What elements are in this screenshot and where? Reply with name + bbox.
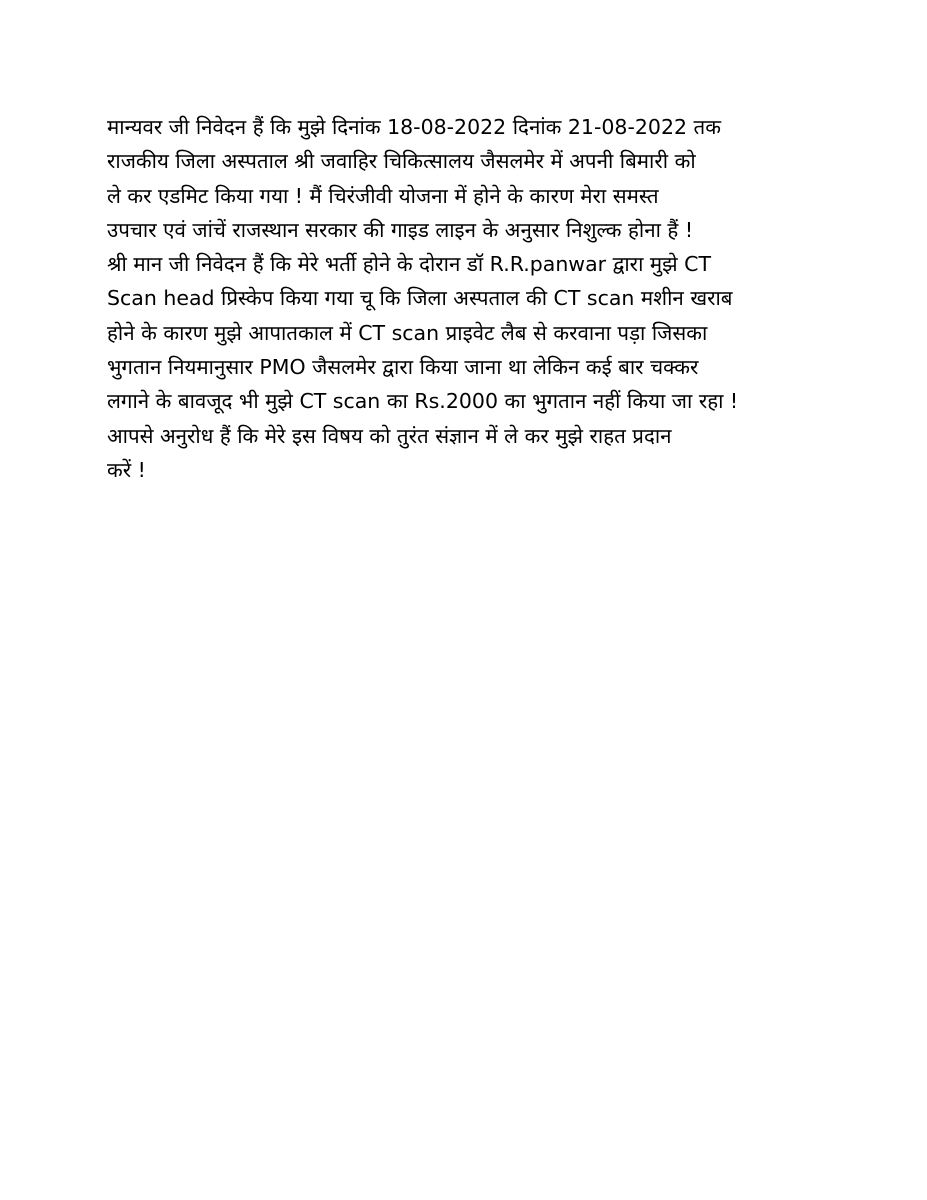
letter-line-11: करें ! [107, 457, 146, 482]
letter-line-7: होने के कारण मुझे आपातकाल में CT scan प्राइवेट लैब से करवाना पड़ा जिसका [107, 320, 708, 345]
letter-line-5: श्री मान जी निवेदन हैं कि मेरे भर्ती होने के दोरान डॉ R.R.panwar द्वारा मुझे CT [107, 252, 711, 277]
letter-line-2: राजकीय जिला अस्पताल श्री जवाहिर चिकित्सालय जैसलमेर में अपनी बिमारी को [107, 149, 696, 174]
letter-line-1: मान्यवर जी निवेदन हैं कि मुझे दिनांक 18-08-2022 दिनांक 21-08-2022 तक [107, 115, 721, 139]
letter-line-9: लगाने के बावजूद भी मुझे CT scan का Rs.2000 का भुगतान नहीं किया जा रहा ! [107, 389, 739, 414]
letter-line-6: Scan head प्रिस्केप किया गया चू कि जिला अस्पताल की CT scan मशीन खराब [107, 286, 733, 311]
letter-line-10: आपसे अनुरोध हैं कि मेरे इस विषय को तुरंत संज्ञान में ले कर मुझे राहत प्रदान [107, 423, 672, 448]
letter-body [107, 110, 827, 487]
letter-line-8: भुगतान नियमानुसार PMO जैसलमेर द्वारा किया जाना था लेकिन कई बार चक्कर [107, 355, 699, 380]
letter-line-3: ले कर एडमिट किया गया ! मैं चिरंजीवी योजना में होने के कारण मेरा समस्त [107, 183, 659, 208]
letter-line-4: उपचार एवं जांचें राजस्थान सरकार की गाइड लाइन के अनुसार निशुल्क होना हैं ! [107, 217, 694, 242]
